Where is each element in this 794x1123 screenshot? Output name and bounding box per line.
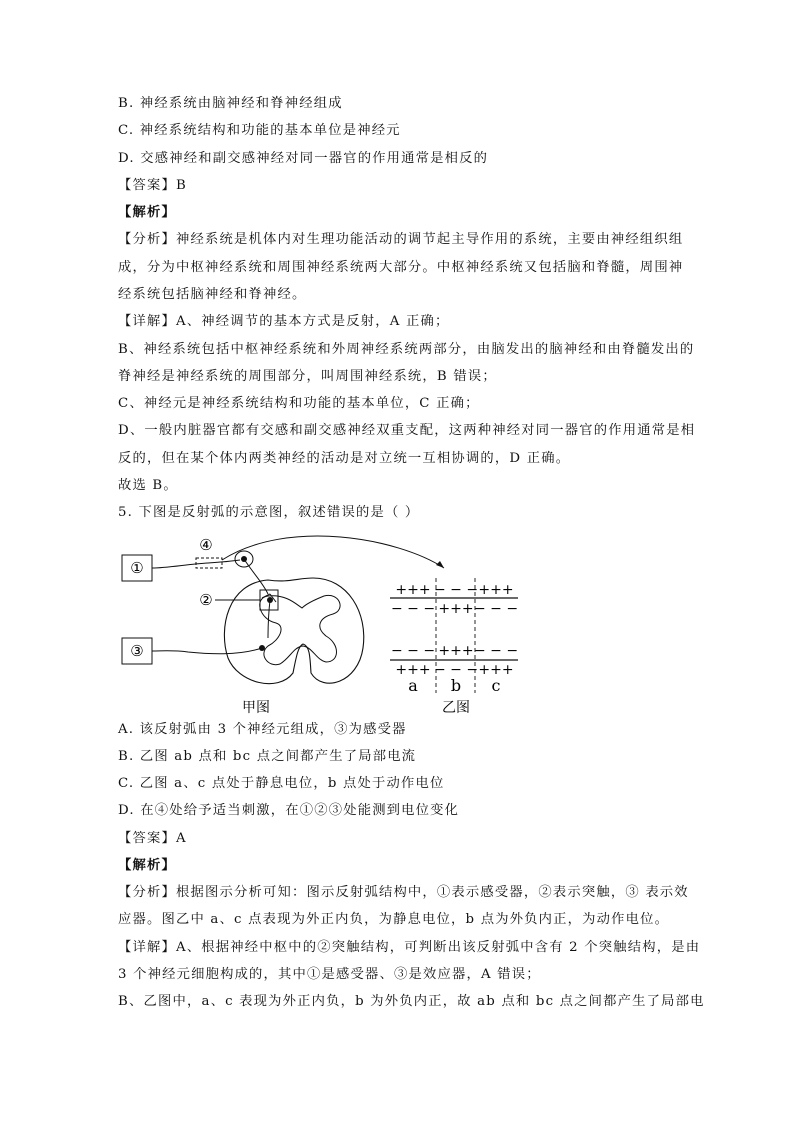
row2-b: +++ <box>438 601 474 617</box>
grey-matter <box>260 595 340 664</box>
q5-answer: 【答案】A <box>118 831 187 846</box>
interneuron-fiber <box>268 600 270 638</box>
row4-b: − − − <box>433 662 479 678</box>
arrow-head <box>436 561 444 568</box>
row1-b: − − − <box>433 582 479 598</box>
q5-analysis-heading: 【解析】 <box>118 858 176 873</box>
detail-line-2: B、神经系统包括中枢神经系统和外周神经系统两部分，由脑发出的脑神经和由脊髓发出的 <box>118 342 695 357</box>
row2-a: − − − <box>390 601 436 617</box>
caption-right: 乙图 <box>442 700 470 716</box>
row3-c: − − − <box>473 643 519 659</box>
analysis-line-2: 成，分为中枢神经系统和周围神经系统两大部分。中枢神经系统又包括脑和脊髓，周围神 <box>118 260 684 275</box>
row3-a: − − − <box>390 643 436 659</box>
detail-line-4: C、神经元是神经系统结构和功能的基本单位，C 正确； <box>118 396 480 411</box>
point-c: c <box>491 676 501 695</box>
q5-analysis-line-2: 应器。图乙中 a、c 点表现为外正内负，为静息电位，b 点为外负内正，为动作电位。 <box>118 912 670 927</box>
row2-c: − − − <box>473 601 519 617</box>
label-4: ④ <box>199 536 213 554</box>
q5-detail-line-2: 3 个神经元细胞构成的，其中①是感受器、③是效应器，A 错误； <box>118 967 541 982</box>
point-a: a <box>408 676 418 695</box>
efferent-fiber <box>152 648 262 654</box>
membrane-diagram <box>390 578 518 695</box>
row4-a: +++ <box>395 662 431 678</box>
conclusion: 故选 B。 <box>118 478 178 493</box>
q5-detail-line-3: B、乙图中，a、c 表现为外正内负，b 为外负内正，故 ab 点和 bc 点之间都产生了局部电 <box>118 994 705 1009</box>
option-b: B. 神经系统由脑神经和脊神经组成 <box>118 96 343 111</box>
point-b: b <box>450 676 462 695</box>
option-d: D. 交感神经和副交感神经对同一器官的作用通常是相反的 <box>118 151 489 166</box>
analysis-line-3: 经系统包括脑神经和脊神经。 <box>118 287 307 302</box>
detail-line-6: 反的，但在某个体内两类神经的活动是对立统一互相协调的，D 正确。 <box>118 451 571 466</box>
row1-a: +++ <box>395 582 431 598</box>
zoom-arrow <box>222 536 444 568</box>
q5-option-a: A. 该反射弧由 3 个神经元组成，③为感受器 <box>118 722 407 737</box>
spinal-cord-outline <box>224 578 363 684</box>
q5-option-c: C. 乙图 a、c 点处于静息电位，b 点处于动作电位 <box>118 776 445 791</box>
detail-line-1: 【详解】A、神经调节的基本方式是反射，A 正确； <box>118 314 450 329</box>
caption-left: 甲图 <box>242 700 270 716</box>
q5-detail-line-1: 【详解】A、根据神经中枢中的②突触结构，可判断出该反射弧中含有 2 个突触结构，是由 <box>118 940 701 955</box>
reflex-arc-figure <box>118 528 538 718</box>
analysis-heading: 【解析】 <box>118 205 176 220</box>
q5-option-b: B. 乙图 ab 点和 bc 点之间都产生了局部电流 <box>118 749 417 764</box>
row1-c: +++ <box>478 582 514 598</box>
detail-line-3: 脊神经是神经系统的周围部分，叫周围神经系统，B 错误； <box>118 369 497 384</box>
option-c: C. 神经系统结构和功能的基本单位是神经元 <box>118 123 401 138</box>
label-2: ② <box>199 591 213 609</box>
question-5: 5. 下图是反射弧的示意图，叙述错误的是（ ） <box>118 505 420 520</box>
q5-analysis-line-1: 【分析】根据图示分析可知：图示反射弧结构中，①表示感受器，②表示突触，③ 表示效 <box>118 885 689 900</box>
answer: 【答案】B <box>118 178 187 193</box>
afferent-fiber <box>152 560 240 568</box>
detail-line-5: D、一般内脏器官都有交感和副交感神经双重支配，这两种神经对同一器官的作用通常是相 <box>118 423 696 438</box>
row3-b: +++ <box>438 643 474 659</box>
analysis-line-1: 【分析】神经系统是机体内对生理功能活动的调节起主导作用的系统，主要由神经组织组 <box>118 232 684 247</box>
q5-option-d: D. 在④处给予适当刺激，在①②③处能测到电位变化 <box>118 803 460 818</box>
dorsal-root-fiber <box>244 559 268 594</box>
label-3: ③ <box>130 642 144 660</box>
label-1: ① <box>130 559 144 577</box>
row4-c: +++ <box>478 662 514 678</box>
